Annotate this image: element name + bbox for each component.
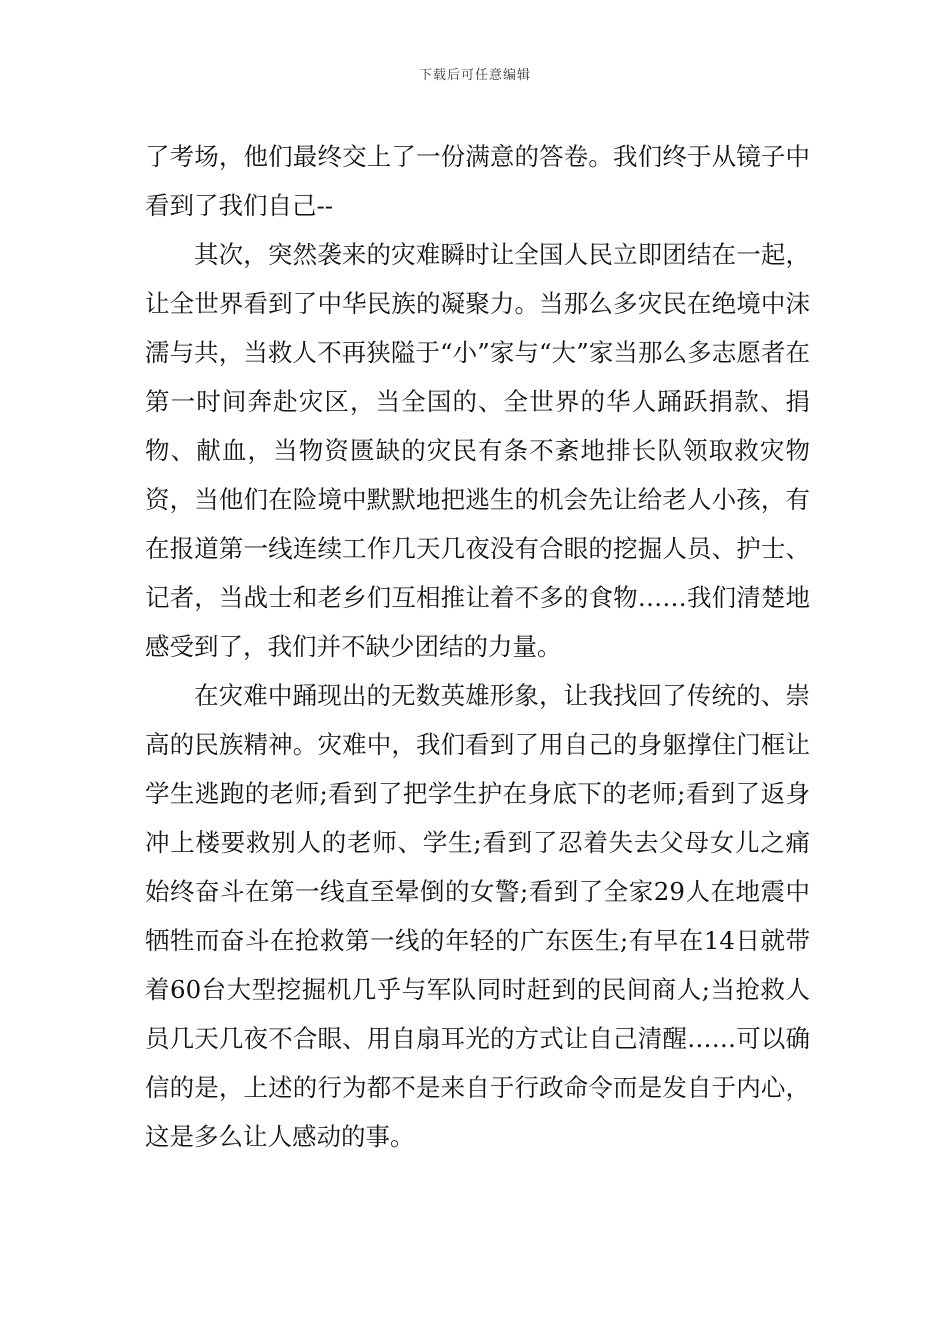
paragraph-heroes: 在灾难中踊现出的无数英雄形象，让我找回了传统的、崇高的民族精神。灾难中，我们看到了用自己的身躯撑住门框让学生逃跑的老师;看到了把学生护在身底下的老师;看到了返身冲上楼要救别人的老师、学生;看到了忍着失去父母女儿之痛始终奋斗在第一线直至晕倒的女警;看到了全家29人在地震中牺牲而奋斗在抢救第一线的年轻的广东医生;有早在14日就带着60台大型挖掘机几乎与军队同时赶到的民间商人;当抢救人员几天几夜不合眼、用自扇耳光的方式让自己清醒……可以确信的是，上述的行为都不是来自于行政命令而是发自于内心，这是多么让人感动的事。 xyxy=(145,681,810,1151)
paragraph-continuation: 了考场，他们最终交上了一份满意的答卷。我们终于从镜子中看到了我们自己-- xyxy=(145,142,810,220)
page-header: 下载后可任意编辑 xyxy=(418,68,531,83)
document-body xyxy=(145,132,810,1161)
paragraph-unity: 其次，突然袭来的灾难瞬时让全国人民立即团结在一起，让全世界看到了中华民族的凝聚力。当那么多灾民在绝境中沫濡与共，当救人不再狭隘于“小”家与“大”家当那么多志愿者在第一时间奔赴灾区，当全国的、全世界的华人踊跃捐款、捐物、献血，当物资匮缺的灾民有条不紊地排长队领取救灾物资，当他们在险境中默默地把逃生的机会先让给老人小孩，有在报道第一线连续工作几天几夜没有合眼的挖掘人员、护士、记者，当战士和老乡们互相推让着不多的食物……我们清楚地感受到了，我们并不缺少团结的力量。 xyxy=(145,240,810,661)
